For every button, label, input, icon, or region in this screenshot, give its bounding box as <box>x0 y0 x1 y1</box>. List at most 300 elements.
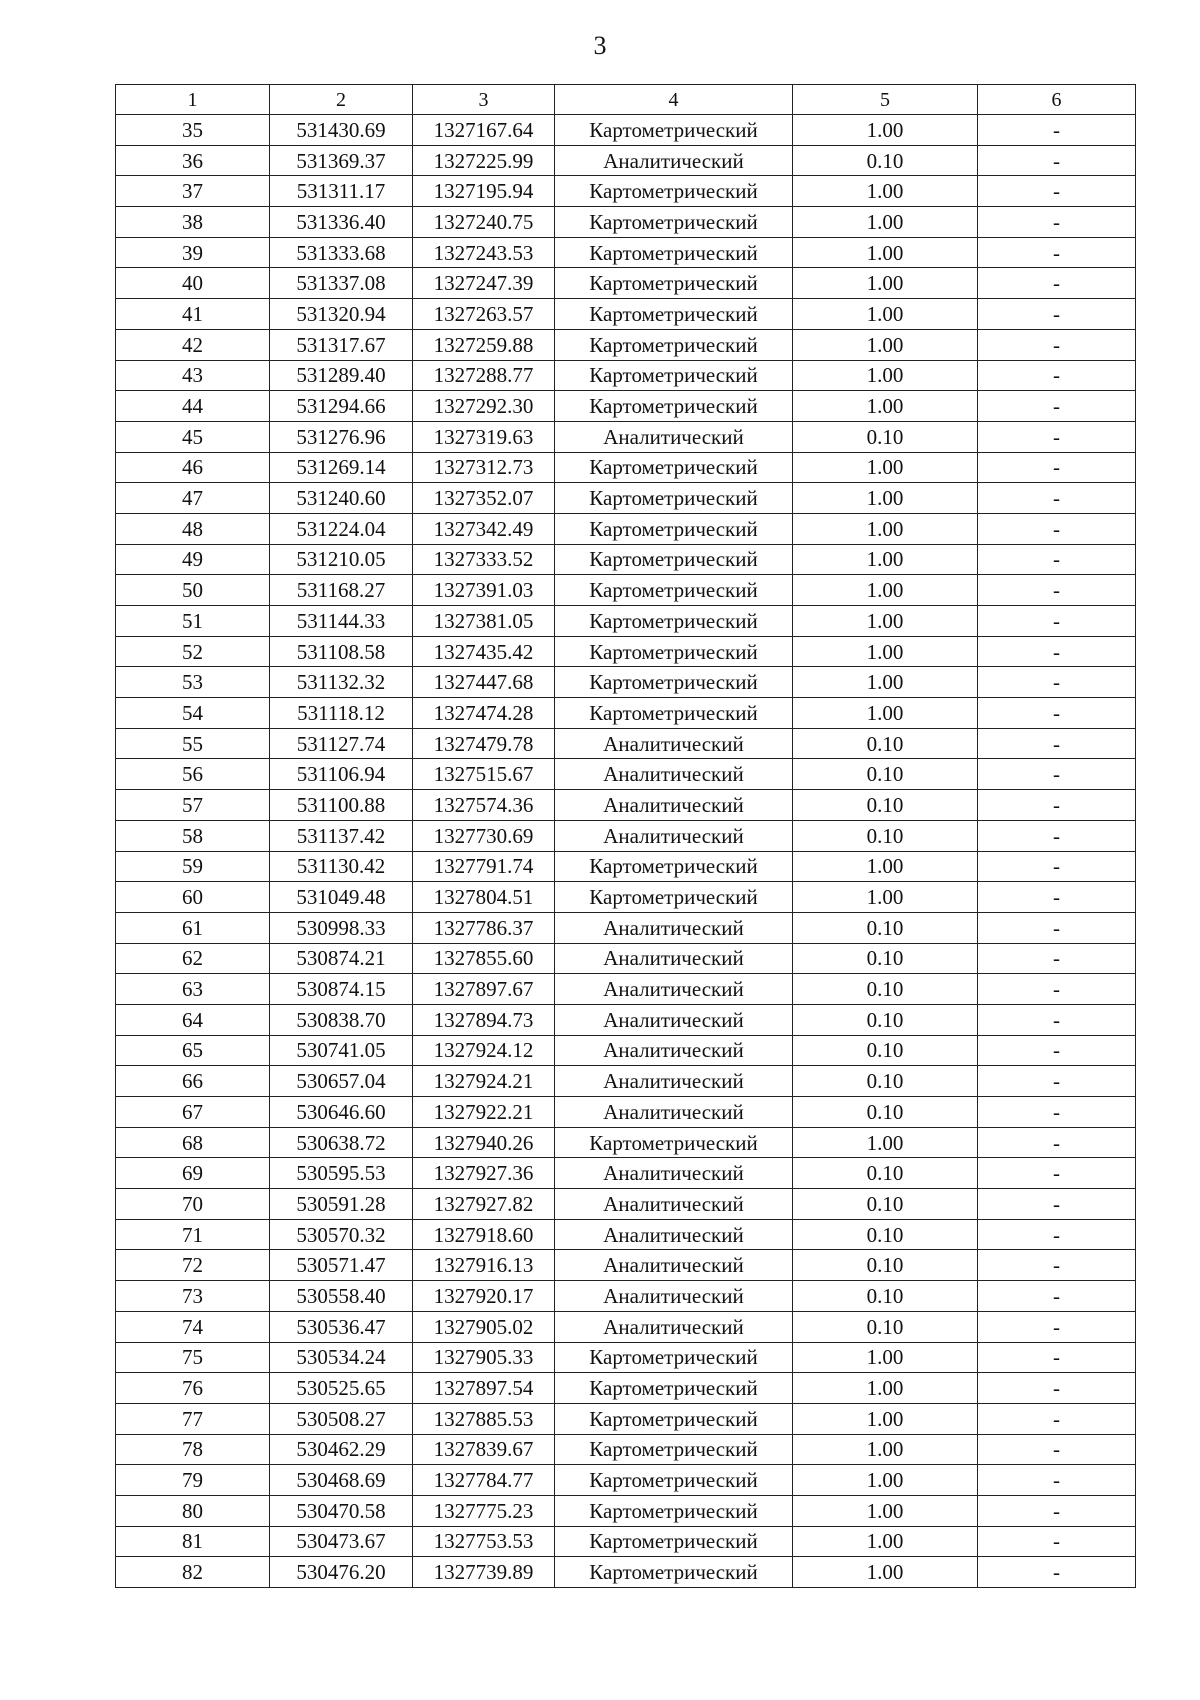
method-cell: Аналитический <box>555 912 793 943</box>
accuracy-cell: 1.00 <box>793 207 978 238</box>
point-number-cell: 40 <box>116 268 270 299</box>
x-coordinate-cell: 530462.29 <box>270 1434 413 1465</box>
note-cell: - <box>978 575 1136 606</box>
method-cell: Картометрический <box>555 882 793 913</box>
note-cell: - <box>978 974 1136 1005</box>
y-coordinate-cell: 1327924.21 <box>413 1066 555 1097</box>
method-cell: Аналитический <box>555 1250 793 1281</box>
table-row <box>116 483 1136 514</box>
table-row <box>116 1004 1136 1035</box>
accuracy-cell: 1.00 <box>793 1373 978 1404</box>
note-cell: - <box>978 145 1136 176</box>
x-coordinate-cell: 531108.58 <box>270 636 413 667</box>
method-cell: Картометрический <box>555 268 793 299</box>
note-cell: - <box>978 1465 1136 1496</box>
point-number-cell: 43 <box>116 360 270 391</box>
x-coordinate-cell: 531130.42 <box>270 851 413 882</box>
point-number-cell: 53 <box>116 667 270 698</box>
method-cell: Картометрический <box>555 1557 793 1588</box>
y-coordinate-cell: 1327225.99 <box>413 145 555 176</box>
header-cell-2: 2 <box>270 85 413 115</box>
accuracy-cell: 1.00 <box>793 882 978 913</box>
x-coordinate-cell: 530473.67 <box>270 1526 413 1557</box>
y-coordinate-cell: 1327753.53 <box>413 1526 555 1557</box>
table-row <box>116 207 1136 238</box>
table-row <box>116 606 1136 637</box>
note-cell: - <box>978 606 1136 637</box>
y-coordinate-cell: 1327447.68 <box>413 667 555 698</box>
method-cell: Аналитический <box>555 1004 793 1035</box>
point-number-cell: 54 <box>116 698 270 729</box>
method-cell: Картометрический <box>555 851 793 882</box>
point-number-cell: 42 <box>116 329 270 360</box>
note-cell: - <box>978 1373 1136 1404</box>
method-cell: Картометрический <box>555 299 793 330</box>
header-row <box>116 85 1136 115</box>
method-cell: Картометрический <box>555 575 793 606</box>
accuracy-cell: 1.00 <box>793 483 978 514</box>
x-coordinate-cell: 531333.68 <box>270 237 413 268</box>
accuracy-cell: 1.00 <box>793 1342 978 1373</box>
table-row <box>116 299 1136 330</box>
point-number-cell: 80 <box>116 1495 270 1526</box>
table-row <box>116 544 1136 575</box>
accuracy-cell: 0.10 <box>793 974 978 1005</box>
table-row <box>116 759 1136 790</box>
method-cell: Аналитический <box>555 759 793 790</box>
method-cell: Аналитический <box>555 790 793 821</box>
x-coordinate-cell: 530570.32 <box>270 1219 413 1250</box>
y-coordinate-cell: 1327288.77 <box>413 360 555 391</box>
table-row <box>116 1158 1136 1189</box>
method-cell: Аналитический <box>555 820 793 851</box>
accuracy-cell: 1.00 <box>793 1403 978 1434</box>
table-row <box>116 1250 1136 1281</box>
point-number-cell: 67 <box>116 1097 270 1128</box>
accuracy-cell: 0.10 <box>793 1035 978 1066</box>
note-cell: - <box>978 268 1136 299</box>
y-coordinate-cell: 1327775.23 <box>413 1495 555 1526</box>
point-number-cell: 61 <box>116 912 270 943</box>
y-coordinate-cell: 1327839.67 <box>413 1434 555 1465</box>
y-coordinate-cell: 1327312.73 <box>413 452 555 483</box>
accuracy-cell: 0.10 <box>793 728 978 759</box>
note-cell: - <box>978 1127 1136 1158</box>
x-coordinate-cell: 530741.05 <box>270 1035 413 1066</box>
table-row <box>116 1373 1136 1404</box>
accuracy-cell: 0.10 <box>793 912 978 943</box>
x-coordinate-cell: 531106.94 <box>270 759 413 790</box>
method-cell: Аналитический <box>555 1189 793 1220</box>
table-row <box>116 636 1136 667</box>
note-cell: - <box>978 1342 1136 1373</box>
accuracy-cell: 1.00 <box>793 1526 978 1557</box>
y-coordinate-cell: 1327342.49 <box>413 513 555 544</box>
note-cell: - <box>978 1526 1136 1557</box>
table-row <box>116 1097 1136 1128</box>
accuracy-cell: 1.00 <box>793 513 978 544</box>
accuracy-cell: 1.00 <box>793 544 978 575</box>
y-coordinate-cell: 1327240.75 <box>413 207 555 238</box>
point-number-cell: 36 <box>116 145 270 176</box>
accuracy-cell: 0.10 <box>793 943 978 974</box>
accuracy-cell: 0.10 <box>793 421 978 452</box>
table-row <box>116 1066 1136 1097</box>
y-coordinate-cell: 1327381.05 <box>413 606 555 637</box>
y-coordinate-cell: 1327259.88 <box>413 329 555 360</box>
note-cell: - <box>978 1557 1136 1588</box>
y-coordinate-cell: 1327730.69 <box>413 820 555 851</box>
note-cell: - <box>978 1250 1136 1281</box>
method-cell: Картометрический <box>555 1342 793 1373</box>
method-cell: Картометрический <box>555 1127 793 1158</box>
accuracy-cell: 1.00 <box>793 237 978 268</box>
method-cell: Картометрический <box>555 391 793 422</box>
x-coordinate-cell: 531289.40 <box>270 360 413 391</box>
method-cell: Аналитический <box>555 943 793 974</box>
note-cell: - <box>978 483 1136 514</box>
point-number-cell: 56 <box>116 759 270 790</box>
y-coordinate-cell: 1327292.30 <box>413 391 555 422</box>
point-number-cell: 47 <box>116 483 270 514</box>
table-row <box>116 667 1136 698</box>
y-coordinate-cell: 1327352.07 <box>413 483 555 514</box>
accuracy-cell: 1.00 <box>793 452 978 483</box>
header-cell-6: 6 <box>978 85 1136 115</box>
coordinates-table <box>115 84 1136 1588</box>
note-cell: - <box>978 1004 1136 1035</box>
note-cell: - <box>978 1434 1136 1465</box>
point-number-cell: 55 <box>116 728 270 759</box>
method-cell: Аналитический <box>555 1035 793 1066</box>
note-cell: - <box>978 820 1136 851</box>
table-row <box>116 1495 1136 1526</box>
method-cell: Картометрический <box>555 1465 793 1496</box>
accuracy-cell: 0.10 <box>793 1219 978 1250</box>
table-row <box>116 268 1136 299</box>
point-number-cell: 69 <box>116 1158 270 1189</box>
y-coordinate-cell: 1327479.78 <box>413 728 555 759</box>
point-number-cell: 74 <box>116 1311 270 1342</box>
x-coordinate-cell: 531118.12 <box>270 698 413 729</box>
accuracy-cell: 1.00 <box>793 851 978 882</box>
note-cell: - <box>978 882 1136 913</box>
x-coordinate-cell: 530558.40 <box>270 1281 413 1312</box>
method-cell: Аналитический <box>555 145 793 176</box>
y-coordinate-cell: 1327474.28 <box>413 698 555 729</box>
point-number-cell: 77 <box>116 1403 270 1434</box>
table-row <box>116 176 1136 207</box>
table-row <box>116 360 1136 391</box>
accuracy-cell: 1.00 <box>793 1557 978 1588</box>
note-cell: - <box>978 912 1136 943</box>
point-number-cell: 45 <box>116 421 270 452</box>
note-cell: - <box>978 544 1136 575</box>
accuracy-cell: 1.00 <box>793 636 978 667</box>
x-coordinate-cell: 531269.14 <box>270 452 413 483</box>
y-coordinate-cell: 1327739.89 <box>413 1557 555 1588</box>
method-cell: Картометрический <box>555 667 793 698</box>
note-cell: - <box>978 759 1136 790</box>
point-number-cell: 59 <box>116 851 270 882</box>
note-cell: - <box>978 1189 1136 1220</box>
point-number-cell: 65 <box>116 1035 270 1066</box>
accuracy-cell: 1.00 <box>793 360 978 391</box>
y-coordinate-cell: 1327391.03 <box>413 575 555 606</box>
point-number-cell: 51 <box>116 606 270 637</box>
point-number-cell: 58 <box>116 820 270 851</box>
note-cell: - <box>978 1158 1136 1189</box>
method-cell: Аналитический <box>555 1281 793 1312</box>
point-number-cell: 50 <box>116 575 270 606</box>
point-number-cell: 41 <box>116 299 270 330</box>
page-number: 3 <box>593 31 607 60</box>
y-coordinate-cell: 1327791.74 <box>413 851 555 882</box>
accuracy-cell: 1.00 <box>793 176 978 207</box>
x-coordinate-cell: 530638.72 <box>270 1127 413 1158</box>
accuracy-cell: 0.10 <box>793 820 978 851</box>
accuracy-cell: 0.10 <box>793 1311 978 1342</box>
y-coordinate-cell: 1327574.36 <box>413 790 555 821</box>
x-coordinate-cell: 531337.08 <box>270 268 413 299</box>
note-cell: - <box>978 1281 1136 1312</box>
x-coordinate-cell: 531127.74 <box>270 728 413 759</box>
method-cell: Картометрический <box>555 1373 793 1404</box>
table-row <box>116 1219 1136 1250</box>
table-row <box>116 1526 1136 1557</box>
note-cell: - <box>978 790 1136 821</box>
method-cell: Картометрический <box>555 544 793 575</box>
point-number-cell: 46 <box>116 452 270 483</box>
header-cell-4: 4 <box>555 85 793 115</box>
accuracy-cell: 0.10 <box>793 1189 978 1220</box>
table-row <box>116 1557 1136 1588</box>
method-cell: Аналитический <box>555 1311 793 1342</box>
table-row <box>116 1403 1136 1434</box>
x-coordinate-cell: 531320.94 <box>270 299 413 330</box>
point-number-cell: 38 <box>116 207 270 238</box>
method-cell: Картометрический <box>555 1526 793 1557</box>
table-row <box>116 851 1136 882</box>
point-number-cell: 71 <box>116 1219 270 1250</box>
y-coordinate-cell: 1327263.57 <box>413 299 555 330</box>
note-cell: - <box>978 851 1136 882</box>
point-number-cell: 72 <box>116 1250 270 1281</box>
table-row <box>116 698 1136 729</box>
note-cell: - <box>978 299 1136 330</box>
table-row <box>116 329 1136 360</box>
point-number-cell: 44 <box>116 391 270 422</box>
note-cell: - <box>978 698 1136 729</box>
table-row <box>116 115 1136 146</box>
y-coordinate-cell: 1327515.67 <box>413 759 555 790</box>
header-cell-5: 5 <box>793 85 978 115</box>
table-header <box>116 85 1136 115</box>
table-row <box>116 1281 1136 1312</box>
method-cell: Картометрический <box>555 606 793 637</box>
table-row <box>116 882 1136 913</box>
point-number-cell: 57 <box>116 790 270 821</box>
table-row <box>116 421 1136 452</box>
accuracy-cell: 1.00 <box>793 115 978 146</box>
point-number-cell: 52 <box>116 636 270 667</box>
note-cell: - <box>978 1219 1136 1250</box>
x-coordinate-cell: 530657.04 <box>270 1066 413 1097</box>
method-cell: Картометрический <box>555 1434 793 1465</box>
point-number-cell: 70 <box>116 1189 270 1220</box>
y-coordinate-cell: 1327918.60 <box>413 1219 555 1250</box>
note-cell: - <box>978 391 1136 422</box>
x-coordinate-cell: 531132.32 <box>270 667 413 698</box>
x-coordinate-cell: 531294.66 <box>270 391 413 422</box>
note-cell: - <box>978 1097 1136 1128</box>
y-coordinate-cell: 1327927.36 <box>413 1158 555 1189</box>
note-cell: - <box>978 360 1136 391</box>
point-number-cell: 49 <box>116 544 270 575</box>
note-cell: - <box>978 421 1136 452</box>
accuracy-cell: 0.10 <box>793 1066 978 1097</box>
method-cell: Аналитический <box>555 974 793 1005</box>
point-number-cell: 64 <box>116 1004 270 1035</box>
table-row <box>116 1342 1136 1373</box>
accuracy-cell: 0.10 <box>793 145 978 176</box>
method-cell: Картометрический <box>555 115 793 146</box>
table-row <box>116 391 1136 422</box>
y-coordinate-cell: 1327855.60 <box>413 943 555 974</box>
header-cell-3: 3 <box>413 85 555 115</box>
x-coordinate-cell: 531100.88 <box>270 790 413 821</box>
x-coordinate-cell: 530470.58 <box>270 1495 413 1526</box>
accuracy-cell: 0.10 <box>793 1250 978 1281</box>
note-cell: - <box>978 513 1136 544</box>
y-coordinate-cell: 1327435.42 <box>413 636 555 667</box>
table-row <box>116 728 1136 759</box>
accuracy-cell: 1.00 <box>793 299 978 330</box>
x-coordinate-cell: 531317.67 <box>270 329 413 360</box>
y-coordinate-cell: 1327885.53 <box>413 1403 555 1434</box>
point-number-cell: 79 <box>116 1465 270 1496</box>
table-row <box>116 943 1136 974</box>
note-cell: - <box>978 667 1136 698</box>
point-number-cell: 75 <box>116 1342 270 1373</box>
accuracy-cell: 1.00 <box>793 698 978 729</box>
note-cell: - <box>978 207 1136 238</box>
point-number-cell: 63 <box>116 974 270 1005</box>
y-coordinate-cell: 1327319.63 <box>413 421 555 452</box>
point-number-cell: 60 <box>116 882 270 913</box>
y-coordinate-cell: 1327920.17 <box>413 1281 555 1312</box>
accuracy-cell: 0.10 <box>793 1004 978 1035</box>
accuracy-cell: 1.00 <box>793 329 978 360</box>
accuracy-cell: 0.10 <box>793 1158 978 1189</box>
method-cell: Аналитический <box>555 421 793 452</box>
accuracy-cell: 1.00 <box>793 1495 978 1526</box>
note-cell: - <box>978 115 1136 146</box>
note-cell: - <box>978 943 1136 974</box>
x-coordinate-cell: 530591.28 <box>270 1189 413 1220</box>
x-coordinate-cell: 531137.42 <box>270 820 413 851</box>
x-coordinate-cell: 531240.60 <box>270 483 413 514</box>
y-coordinate-cell: 1327897.67 <box>413 974 555 1005</box>
y-coordinate-cell: 1327804.51 <box>413 882 555 913</box>
y-coordinate-cell: 1327786.37 <box>413 912 555 943</box>
accuracy-cell: 1.00 <box>793 1465 978 1496</box>
table-row <box>116 145 1136 176</box>
x-coordinate-cell: 530525.65 <box>270 1373 413 1404</box>
x-coordinate-cell: 530874.15 <box>270 974 413 1005</box>
note-cell: - <box>978 237 1136 268</box>
method-cell: Картометрический <box>555 483 793 514</box>
x-coordinate-cell: 530838.70 <box>270 1004 413 1035</box>
note-cell: - <box>978 1066 1136 1097</box>
point-number-cell: 76 <box>116 1373 270 1404</box>
note-cell: - <box>978 1403 1136 1434</box>
y-coordinate-cell: 1327247.39 <box>413 268 555 299</box>
note-cell: - <box>978 728 1136 759</box>
point-number-cell: 66 <box>116 1066 270 1097</box>
accuracy-cell: 0.10 <box>793 1281 978 1312</box>
accuracy-cell: 1.00 <box>793 667 978 698</box>
method-cell: Картометрический <box>555 698 793 729</box>
point-number-cell: 48 <box>116 513 270 544</box>
x-coordinate-cell: 531311.17 <box>270 176 413 207</box>
method-cell: Картометрический <box>555 360 793 391</box>
x-coordinate-cell: 530998.33 <box>270 912 413 943</box>
table-row <box>116 1434 1136 1465</box>
y-coordinate-cell: 1327333.52 <box>413 544 555 575</box>
note-cell: - <box>978 1035 1136 1066</box>
note-cell: - <box>978 1311 1136 1342</box>
y-coordinate-cell: 1327924.12 <box>413 1035 555 1066</box>
x-coordinate-cell: 531224.04 <box>270 513 413 544</box>
point-number-cell: 78 <box>116 1434 270 1465</box>
note-cell: - <box>978 452 1136 483</box>
y-coordinate-cell: 1327940.26 <box>413 1127 555 1158</box>
note-cell: - <box>978 329 1136 360</box>
table-row <box>116 974 1136 1005</box>
point-number-cell: 68 <box>116 1127 270 1158</box>
point-number-cell: 82 <box>116 1557 270 1588</box>
point-number-cell: 81 <box>116 1526 270 1557</box>
method-cell: Картометрический <box>555 513 793 544</box>
method-cell: Картометрический <box>555 452 793 483</box>
method-cell: Аналитический <box>555 1097 793 1128</box>
method-cell: Аналитический <box>555 1158 793 1189</box>
x-coordinate-cell: 531369.37 <box>270 145 413 176</box>
table-row <box>116 575 1136 606</box>
method-cell: Картометрический <box>555 176 793 207</box>
method-cell: Картометрический <box>555 1495 793 1526</box>
table-row <box>116 790 1136 821</box>
table-row <box>116 237 1136 268</box>
accuracy-cell: 1.00 <box>793 1127 978 1158</box>
method-cell: Картометрический <box>555 1403 793 1434</box>
accuracy-cell: 0.10 <box>793 790 978 821</box>
accuracy-cell: 0.10 <box>793 759 978 790</box>
table-row <box>116 1311 1136 1342</box>
y-coordinate-cell: 1327195.94 <box>413 176 555 207</box>
point-number-cell: 73 <box>116 1281 270 1312</box>
table-row <box>116 820 1136 851</box>
accuracy-cell: 1.00 <box>793 606 978 637</box>
accuracy-cell: 1.00 <box>793 1434 978 1465</box>
x-coordinate-cell: 530476.20 <box>270 1557 413 1588</box>
y-coordinate-cell: 1327905.02 <box>413 1311 555 1342</box>
table-body <box>116 115 1136 1588</box>
note-cell: - <box>978 176 1136 207</box>
point-number-cell: 35 <box>116 115 270 146</box>
x-coordinate-cell: 531276.96 <box>270 421 413 452</box>
